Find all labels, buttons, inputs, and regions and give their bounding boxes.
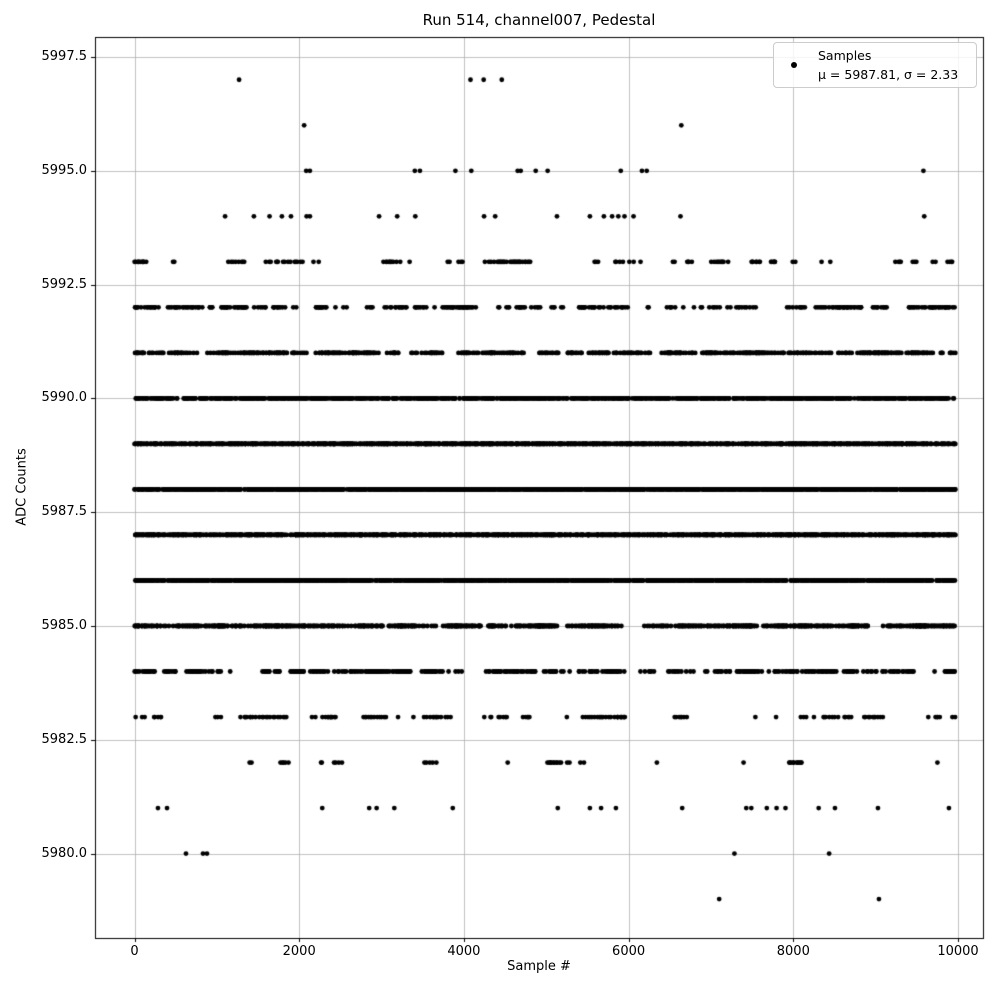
x-tick-label: 10000 [937,944,979,959]
chart-title: Run 514, channel007, Pedestal [422,11,656,29]
x-tick-label: 6000 [612,944,646,959]
legend-series-label: Samples [818,48,872,63]
y-tick-label: 5995.0 [41,162,87,178]
x-tick-label: 8000 [776,944,810,959]
x-axis-label: Sample # [507,959,571,974]
legend-stats-label: μ = 5987.81, σ = 2.33 [818,67,959,82]
legend [773,42,977,88]
y-axis-label: ADC Counts [14,448,30,526]
y-tick-label: 5997.5 [41,49,87,64]
x-tick-label: 2000 [282,944,316,959]
y-tick-label: 5985.0 [41,618,87,633]
x-tick-label: 0 [130,944,139,959]
y-tick-label: 5992.5 [41,276,87,292]
y-tick-label: 5980.0 [41,845,87,861]
legend-marker-icon [791,62,797,68]
y-tick-label: 5982.5 [41,731,87,747]
x-tick-label: 4000 [447,944,481,959]
y-tick-label: 5987.5 [41,504,87,520]
y-tick-label: 5990.0 [41,390,87,406]
